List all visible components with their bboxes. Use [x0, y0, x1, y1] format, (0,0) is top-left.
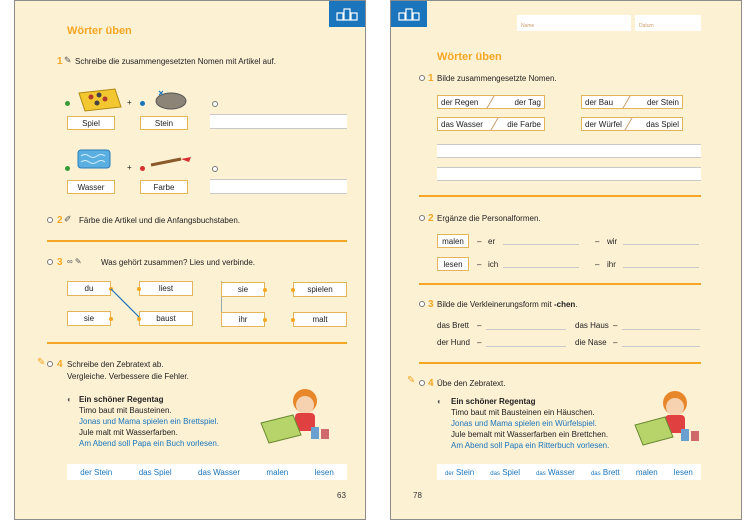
pronoun-er: er	[488, 237, 496, 246]
green-dot	[65, 166, 70, 171]
pronoun-ihr: ihr	[607, 260, 616, 269]
answer-line[interactable]	[486, 329, 566, 330]
task-3-instruction: Was gehört zusammen? Lies und verbinde.	[101, 258, 256, 267]
green-dot	[65, 101, 70, 106]
word-bar-item: das Brett	[590, 467, 620, 477]
pronoun-ich: ich	[488, 260, 499, 269]
pronoun-card-du: du	[67, 281, 111, 296]
connect-point[interactable]	[291, 288, 295, 292]
word-bar-item: das Spiel	[138, 467, 172, 477]
task-3-instruction: Bilde die Verkleinerungsform mit -chen.	[437, 300, 578, 309]
zebra-line: Timo baut mit Bausteinen.	[79, 406, 172, 415]
zebra-text	[79, 394, 219, 449]
notebook-icon: ✎	[407, 375, 416, 386]
plus-sign: +	[127, 163, 132, 172]
dash: –	[477, 260, 482, 269]
word-bar-item: das Spiel	[490, 467, 520, 477]
writing-line[interactable]	[437, 167, 701, 181]
word-bar	[67, 464, 347, 480]
zebra-title: Ein schöner Regentag	[451, 397, 536, 406]
task-number-3: 3	[57, 257, 63, 268]
reading-icon: ◐	[67, 395, 72, 404]
zebra-line: Timo baut mit Bausteinen ein Häuschen.	[451, 408, 595, 417]
word-bar-item: das Wasser	[536, 467, 575, 477]
divider	[419, 195, 701, 197]
pronoun-wir: wir	[607, 237, 618, 246]
plus-sign: +	[127, 98, 132, 107]
task-number-3: 3	[428, 299, 434, 310]
task-4-instruction: Schreibe den Zebratext ab.	[67, 360, 164, 369]
answer-line[interactable]	[503, 267, 579, 268]
word-card-stein: Stein	[140, 116, 188, 130]
paint-brush-picture	[149, 151, 193, 171]
dash: –	[477, 321, 482, 330]
divider	[47, 240, 347, 242]
red-dot	[140, 166, 145, 171]
page-title: Wörter üben	[67, 25, 132, 37]
water-picture	[77, 148, 111, 170]
word-bar-item: der Stein	[80, 467, 113, 477]
page-number: 78	[413, 491, 422, 500]
task-number-2: 2	[428, 213, 434, 224]
girl-painting-illustration	[629, 385, 705, 451]
connect-point[interactable]	[291, 318, 295, 322]
task-number-4: 4	[57, 359, 63, 370]
task-circle-3[interactable]	[47, 259, 53, 265]
task-number-4: 4	[428, 378, 434, 389]
page-title: Wörter üben	[437, 51, 502, 63]
name-label: Name	[521, 23, 535, 29]
answer-line[interactable]	[486, 346, 566, 347]
divider	[47, 342, 347, 344]
pronoun-card-sie: sie	[67, 311, 111, 326]
task-circle-4[interactable]	[419, 380, 425, 386]
zebra-line: Jonas und Mama spielen ein Würfelspiel.	[451, 419, 597, 428]
divider	[419, 283, 701, 285]
corner-icon-tab	[391, 1, 427, 27]
zebra-line: Jule malt mit Wasserfarben.	[79, 428, 178, 437]
word-card-wasser: Wasser	[67, 180, 115, 194]
word-das-brett: das Brett	[437, 321, 470, 330]
word-card-farbe: Farbe	[140, 180, 188, 194]
worksheet-page-right	[390, 0, 742, 520]
glasses-icon: ∞ ✎	[67, 257, 82, 266]
task-number-1: 1	[428, 73, 434, 84]
pair-card: der Würfel das Spiel	[581, 117, 683, 131]
task-circle-2[interactable]	[419, 215, 425, 221]
task-circle-1[interactable]	[419, 75, 425, 81]
crayon-icon: ✐	[64, 214, 72, 224]
date-label: Datum	[639, 23, 654, 29]
verb-card-spielen: spielen	[293, 282, 347, 297]
dash: –	[613, 338, 618, 347]
task-circle-2[interactable]	[47, 217, 53, 223]
word-bar-item: lesen	[673, 467, 693, 477]
word-bar	[437, 464, 701, 480]
task-4-instruction: Übe den Zebratext.	[437, 379, 506, 388]
dash: –	[477, 338, 482, 347]
connecting-line	[109, 286, 141, 320]
answer-line[interactable]	[503, 244, 579, 245]
reading-icon: ◐	[437, 397, 442, 406]
date-field[interactable]	[635, 15, 701, 31]
answer-line[interactable]	[622, 346, 700, 347]
zebra-line: Jule bemalt mit Wasserfarben ein Brettchen.	[451, 430, 609, 439]
pair-card: der Bau der Stein	[581, 95, 683, 109]
corner-icon-tab	[329, 1, 365, 27]
pair-card: der Regen der Tag	[437, 95, 545, 109]
task-number-2: 2	[57, 215, 63, 226]
dash: –	[477, 237, 482, 246]
board-game-picture	[75, 85, 123, 113]
zebra-line: Am Abend soll Papa ein Ritterbuch vorlesen.	[451, 441, 610, 450]
page-number: 63	[337, 491, 346, 500]
pronoun-card-ihr: ihr	[221, 312, 265, 327]
dash: –	[613, 321, 618, 330]
worksheet-page-left	[14, 0, 366, 520]
dash: –	[595, 260, 600, 269]
blue-dot	[140, 101, 145, 106]
word-bar-item: lesen	[314, 467, 334, 477]
writing-line[interactable]	[210, 114, 347, 129]
answer-circle[interactable]	[212, 166, 218, 172]
connect-point[interactable]	[263, 288, 267, 292]
verb-card-baust: baust	[139, 311, 193, 326]
answer-circle[interactable]	[212, 101, 218, 107]
answer-line[interactable]	[623, 267, 699, 268]
blocks-icon	[391, 1, 427, 27]
task-4-instruction-2: Vergleiche. Verbessere die Fehler.	[67, 372, 189, 381]
task-circle-3[interactable]	[419, 301, 425, 307]
task-number-1: 1	[57, 56, 63, 67]
task-1-instruction: Bilde zusammengesetzte Nomen.	[437, 74, 557, 83]
writing-line[interactable]	[210, 179, 347, 194]
word-card-spiel: Spiel	[67, 116, 115, 130]
writing-line[interactable]	[437, 144, 701, 158]
verb-card-malen: malen	[437, 234, 469, 248]
word-bar-item: malen	[266, 467, 289, 477]
verb-card-malt: malt	[293, 312, 347, 327]
divider	[419, 362, 701, 364]
task-2-instruction: Ergänze die Personalformen.	[437, 214, 541, 223]
zebra-line: Am Abend soll Papa ein Buch vorlesen.	[79, 439, 220, 448]
name-field[interactable]	[517, 15, 631, 31]
notebook-icon: ✎	[37, 357, 46, 368]
word-bar-item: das Wasser	[198, 467, 240, 477]
pair-card: das Wasser die Farbe	[437, 117, 545, 131]
verb-card-lesen: lesen	[437, 257, 469, 271]
word-bar-item: malen	[635, 467, 658, 477]
zebra-line: Jonas und Mama spielen ein Brettspiel.	[79, 417, 219, 426]
zebra-title: Ein schöner Regentag	[79, 395, 164, 404]
word-die-nase: die Nase	[575, 338, 607, 347]
stone-picture	[149, 87, 189, 111]
answer-line[interactable]	[623, 244, 699, 245]
task-circle-4[interactable]	[47, 361, 53, 367]
verb-card-liest: liest	[139, 281, 193, 296]
girl-painting-illustration	[249, 383, 339, 451]
blocks-icon	[329, 1, 365, 27]
answer-line[interactable]	[622, 329, 700, 330]
task-2-instruction: Färbe die Artikel und die Anfangsbuchstaben.	[79, 216, 240, 225]
pencil-icon: ✎	[64, 55, 72, 65]
dash: –	[595, 237, 600, 246]
pronoun-card-sie-2: sie	[221, 282, 265, 297]
word-das-haus: das Haus	[575, 321, 609, 330]
connect-point[interactable]	[263, 318, 267, 322]
zebra-text	[451, 396, 609, 451]
task-1-instruction: Schreibe die zusammengesetzten Nomen mit Artikel auf.	[75, 57, 276, 66]
word-bar-item: der Stein	[445, 467, 475, 477]
word-der-hund: der Hund	[437, 338, 470, 347]
